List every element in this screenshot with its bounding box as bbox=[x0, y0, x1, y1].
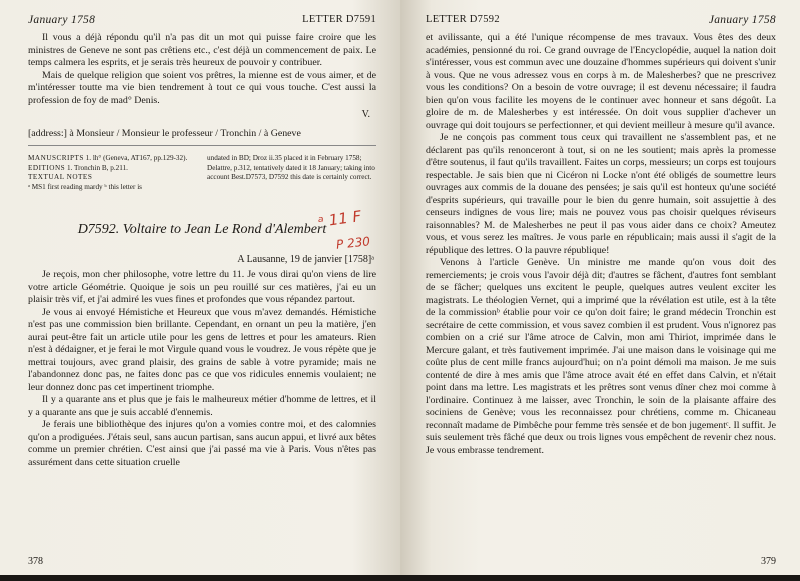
letter-paragraph: Je ferais une bibliothèque des injures qu'on a vomies contre moi, et des calomnies qu'on a prodiguées. J'étais seul, sans aucun partisan, sans aucun appui, et livré aux bêtes comme un premier chrétien. C'est ainsi que j'ai passé ma vie à Paris. Vous n'êtes pas assurément dans cette situation cruelle bbox=[28, 419, 376, 468]
letter-text-intro: Il vous a déjà répondu qu'il n'a pas dit un mot qui puisse faire croire que les ministres de Geneve ne sont pas crêtiens etc., c'est déjà un commencement de paix. Le temps calmera les esprits, et je serais très heureux de pouvoir y contribuer. bbox=[28, 32, 376, 68]
notes-column-right: undated in BD; Droz ii.35 placed it in February 1758; Delattre, p.312, tentatively dated it 18 January; taking into account Best.D7573, D7592 this date is certainly correct. bbox=[207, 154, 375, 182]
running-head-letter: LETTER D7591 bbox=[302, 14, 376, 25]
editions-label: EDITIONS bbox=[28, 163, 66, 172]
manuscripts-label: MANUSCRIPTS bbox=[28, 154, 84, 162]
running-head-letter: LETTER D7592 bbox=[426, 14, 500, 25]
scan-edge bbox=[0, 575, 400, 581]
running-head bbox=[426, 14, 776, 26]
dateline: A Lausanne, 19 de janvier [1758]ᵃ bbox=[237, 254, 374, 266]
letter-heading: D7592. Voltaire to Jean Le Rond d'Alembert bbox=[77, 222, 327, 238]
page-number: 378 bbox=[28, 556, 43, 567]
running-head-date: January 1758 bbox=[708, 14, 776, 26]
letter-paragraph: et avilissante, qui a été l'unique récompense de mes travaux. Vous êtes des deux académies, pensionné du roi. Ce grand ouvrage de l'Encyclopédie, auquel la nation doit s'intéresser, vous est commun avec une douzaine d'hommes supérieurs qui doivent s'unir à vous. Que ne vous adressez vous en corps à m. de Malesherbes? que ne prescrivez vous les conditions? On a besoin de votre ouvrage; il est devenu nécessaire; il faudra bien qu'on vous facilite les moyens de le continuer avec honneur et sans dégoût. La gloire de m. de Malesherbes y est intéressée. On doit vous supplier d'achever un ouvrage qui doit toujours se perfectionner, et qui devient meilleur à mesure qu'il avance. bbox=[426, 32, 776, 131]
right-page bbox=[400, 0, 800, 581]
textual-notes-text: ᵃ MS1 first reading mardy ᵇ this letter is bbox=[28, 182, 142, 191]
manuscripts-text: 1. lh° (Geneva, AT167, pp.129-32). bbox=[85, 154, 188, 162]
running-head-date: January 1758 bbox=[28, 14, 96, 26]
letter-paragraph: Je vous ai envoyé Hémistiche et Heureux que vous m'avez demandés. Hémistiche n'est pas une commission bien brillante. Cependant, en ornant un peu la matière, j'en aurai peut-être fait un article utile pour les gens de lettres et pour les amateurs. Rien n'est à dédaigner, et je ferai le mot Virgule quand vous le voudrez. Je vous répète que je mettrai toujours, avec grand plaisir, des grains de sable à votre pyramide; mais ne l'abandonnez donc pas, ne faites donc pas ce que vos ridicules ennemis voulaient; ne leur donnez donc pas cet impertinent triomphe. bbox=[28, 306, 376, 393]
editions-text: 1. Tronchin B, p.211. bbox=[66, 163, 128, 172]
notes-column-left bbox=[28, 154, 197, 192]
letter-paragraph: Il y a quarante ans et plus que je fais le malheureux métier d'homme de lettres, et il y a quarante ans que je suis accablé d'ennemis. bbox=[28, 394, 376, 418]
letter-paragraph: Je reçois, mon cher philosophe, votre lettre du 11. Je vous dirai qu'on viens de lire votre article Géométrie. Quoique je sois un peu rouillé sur ces matières, j'ai eu un plaisir très vif, et j'ai admiré les vues fines et profondes que vous répandez partout. bbox=[28, 269, 376, 306]
signature: V. bbox=[361, 109, 370, 120]
textual-notes-label: TEXTUAL NOTES bbox=[28, 173, 93, 182]
handwritten-annotation: P 230 bbox=[335, 234, 371, 252]
letter-paragraph: Je ne conçois pas comment tous ceux qui travaillent ne s'assemblent pas, et ne déclarent pas qu'ils renonceront à tout, si on ne les soutient; mais après la promesse d'être soutenus, il faut qu'ils travaillent. Faites un corps, messieurs; un corps est toujours respectable. Je sais bien que ni Cicéron ni Locke n'ont été obligés de soumettre leurs ouvrages aux commis de la douane des pensées; je sais qu'il est honteux qu'une société d'esprits supérieurs, qui travaille pour le bien du genre humain, soit assujettie à des censeurs indignes de vous lire; mais ne pouvez vous pas choisir quelques réviseurs raisonnables? M. de Malesherbes ne peut il pas vous aider dans ce choix? Ameutez vous, et vous serez les maîtres. Je vous parle en républicain; mais aussi il s'agit de la république des lettres. O la pauvre république! bbox=[426, 132, 776, 256]
address-line: [address:] à Monsieur / Monsieur le professeur / Tronchin / à Geneve bbox=[28, 128, 376, 146]
scan-edge bbox=[400, 575, 800, 581]
page-number: 379 bbox=[761, 556, 776, 567]
handwritten-annotation: ᵃ 11 F bbox=[316, 207, 363, 231]
letter-paragraph: Venons à l'article Genève. Un ministre me mande qu'on vous doit des remerciements; je crois vous l'avoir déjà dit; d'autres se fâchent, d'autres font semblant de se fâcher; quelques uns excitent le peuple, quelques autres veulent exciter les magistrats. Le théologien Vernet, qui a imprimé que la révélation est utile, est à la tête de la commissionᵇ établie pour voir ce qu'on doit faire; le grand médecin Tronchin est secrétaire de cette commission, et vous savez combien il est prudent. Vous n'ignorez pas combien on a crié sur l'âme atroce de Calvin, mon ami Thiriot, imprimée dans le Mercure galant, et très fautivement imprimée. J'ai une maison dans le voisinage qui me coûte plus de cent mille francs aujourd'hui; on n'a point démoli ma maison. Je me suis contenté de dire à mes amis que l'âme atroce avait été en effet dans Calvin, et n'était point dans ma lettre. Les magistrats et les prêtres sont venus dîner chez moi comme à l'ordinaire. Continuez à me laisser, avec Tronchin, le soin de la plaisante affaire des sociniens de Genève; vous les reconnaissez pour chrétiens, comme m. Chicaneau reconnaît madame de Pimbêche pour femme très sensée et de bon jugementᶜ. Il suffit. Je suis seulement très fâché que deux ou trois lignes vous empêchent de revenir chez nous. Je vous embrasse tendrement. bbox=[426, 257, 776, 456]
letter-text-para: Mais de quelque religion que soient vos prêtres, la mienne est de vous aimer, et de m'intéresser toutte ma vie bien tendrement à tout ce qui vous touche. C'est aussi la profession de foy de mad° Denis. bbox=[28, 69, 376, 106]
running-head bbox=[28, 14, 376, 26]
apparatus-notes bbox=[28, 154, 376, 192]
